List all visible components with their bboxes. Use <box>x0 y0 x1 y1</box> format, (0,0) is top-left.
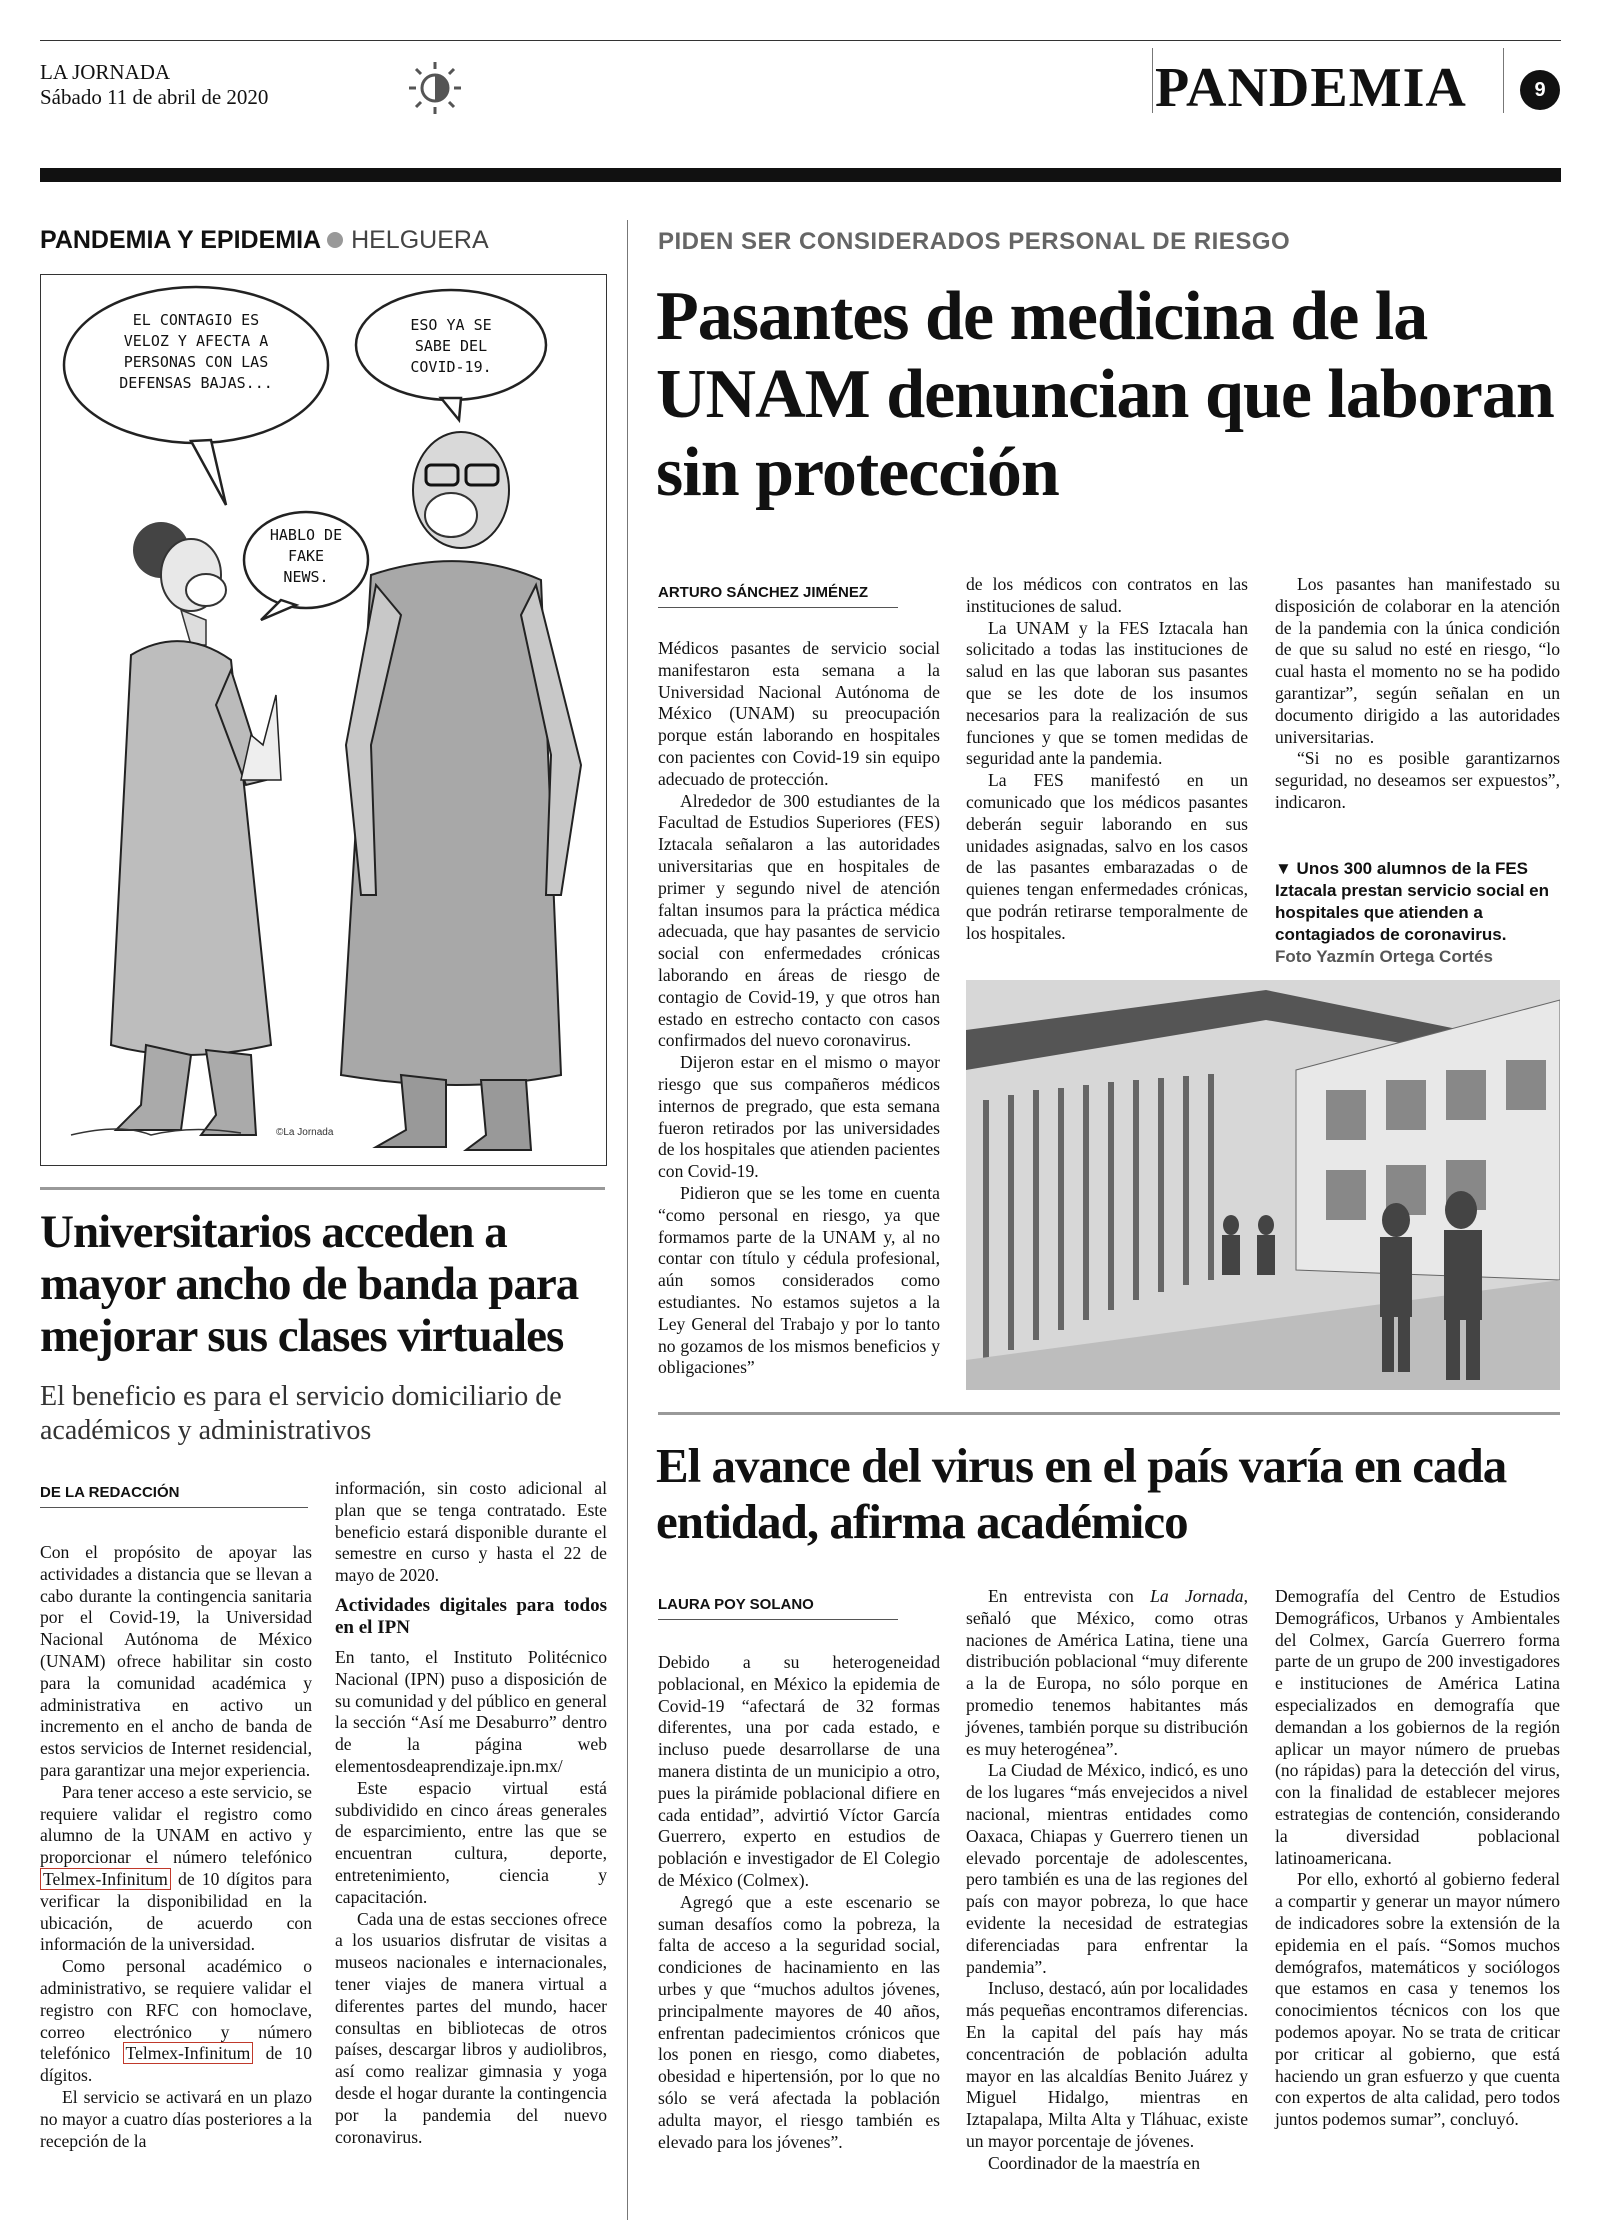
header-separator-2 <box>1503 48 1504 113</box>
cartoon-frame <box>40 274 607 1166</box>
photo-caption <box>1275 858 1560 968</box>
story3-col2-p1-em: La Jornada <box>1150 1586 1244 1606</box>
story3-col3 <box>1275 1586 1560 2131</box>
sun-logo-icon <box>405 58 465 118</box>
story2-rule <box>40 1187 605 1190</box>
story2-col1-p1: Con el propósito de apoyar las actividades a distancia que se llevan a cabo durante la contingencia sanitaria por el Covid-19, la Universidad Nacional Autónoma de México (UNAM) ofrece habilitar sin costo para la comunidad académica y administrativa en activo un incremento en el ancho de banda de estos servicios de Internet residencial, para garantizar una mejor experiencia. <box>40 1542 312 1780</box>
page-number: 9 <box>1520 70 1560 110</box>
kicker-dot-icon <box>327 232 343 248</box>
story3-col2-p1 <box>966 1586 1248 1760</box>
cartoon-kicker-main: PANDEMIA Y EPIDEMIA <box>40 226 322 254</box>
story2-col2-p1: información, sin costo adicional al plan que se tenga contratado. Este beneficio estará disponible durante el semestre en curso y hasta el 22 de mayo de 2020. <box>335 1478 607 1586</box>
story3-headline: El avance del virus en el país varía en cada entidad, afirma académico <box>656 1438 1507 1549</box>
speech-bubble-1: EL CONTAGIO ES VELOZ Y AFECTA A PERSONAS CON LAS DEFENSAS BAJAS... <box>119 311 273 392</box>
story3-col2-p4: Coordinador de la maestría en <box>988 2152 1201 2173</box>
story3-col2-p2: La Ciudad de México, indicó, es uno de los lugares “más envejecidos a nivel nacional, mientras entidades como Oaxaca, Chiapas y Guerrero tienen un elevado porcentaje de adolescentes, pero también es una de las regiones del país con mayor pobreza, lo que hace evidente la necesidad de estrategias diferenciadas para enfrentar la pandemia”. <box>966 1760 1248 1977</box>
story1-col2-p2: La UNAM y la FES Iztacala han solicitado a todas las instituciones de salud en las que laboran sus pasantes que se les dote de los insumos necesarios para la realización de sus funciones y que se tomen medidas de seguridad ante la pandemia. <box>966 617 1248 769</box>
story2-col1-p2-b: de 10 dígitos para verificar la disponibilidad en la ubicación, de acuerdo con información de la universidad. <box>40 1868 312 1955</box>
story1-byline: ARTURO SÁNCHEZ JIMÉNEZ <box>658 584 898 608</box>
story3-col2-p3: Incluso, destacó, aún por localidades más pequeñas encontramos diferencias. En la capital del país hay más concentración de población adulta mayor en las alcaldías Benito Juárez y Miguel Hidalgo, mientras en Iztapalapa, Milta Alta y Tláhuac, existe un mayor porcentaje de jóvenes. <box>966 1978 1248 2151</box>
story3-byline: LAURA POY SOLANO <box>658 1596 898 1620</box>
cartoon-watermark: ©La Jornada <box>276 1127 334 1138</box>
photo-illustration <box>966 980 1560 1390</box>
story2-subhead: El beneficio es para el servicio domiciliario de académicos y administrativos <box>40 1381 562 1446</box>
story1-col2 <box>966 574 1248 945</box>
story3-rule <box>658 1412 1560 1415</box>
story2-col1-p2 <box>40 1782 312 1956</box>
photo-caption-text: ▼ Unos 300 alumnos de la FES Iztacala prestan servicio social en hospitales que atienden a contagiados de coronavirus. <box>1275 859 1550 944</box>
masthead-info <box>40 60 268 110</box>
speech-bubble-3: HABLO DE FAKE NEWS. <box>269 526 343 586</box>
story3-col2-p1-b: , señaló que México, como otras naciones de América Latina, tiene una distribución poblacional “muy diferente a la de Europa, no sólo porque en promedio tenemos habitantes más jóvenes, también porque su distribución es muy heterogénea”. <box>966 1586 1248 1759</box>
story3-col3-p1: Demografía del Centro de Estudios Demográficos, Urbanos y Ambientales del Colmex, García Guerrero forma parte de un grupo de 200 investigadores e instituciones de América Latina especializados en demografía que demandan a los gobiernos de la región aplicar un mayor número de pruebas (no rápidas) para la detección del virus, con la finalidad de establecer mejores estrategias de contención, considerando la diversidad poblacional latinoamericana. <box>1275 1586 1560 1868</box>
story3-col1-p1: Debido a su heterogeneidad poblacional, en México la epidemia de Covid-19 “afectará de 32 formas diferentes, una por cada estado, e incluso puede desarrollarse de una manera distinta de un municipio a otro, pues la pirámide poblacional difiere en cada entidad”, advirtió Víctor García Guerrero, experto en estudios de población e investigador de El Colegio de México (Colmex). <box>658 1652 940 1890</box>
story2-col1-p3-b: de 10 dígitos. <box>40 2043 312 2086</box>
story1-col1-p4: Pidieron que se les tome en cuenta “como personal en riesgo, ya que formamos parte de la UNAM y, al no contar con título y cédula profesional, aún somos considerados como estudiantes. No estamos sujetos a la Ley General del Trabajo y por lo tanto no gozamos de los mismos beneficios y obligaciones” <box>658 1182 940 1378</box>
story1-col3-p1: Los pasantes han manifestado su disposición de colaborar en la atención de la pandemia con la única condición de que su salud no esté en riesgo, “lo cual hasta el momento no se ha podido garantizar”, según señalan en un documento dirigido a las autoridades universitarias. <box>1275 574 1560 747</box>
header-separator <box>1152 48 1153 113</box>
story1-col1-p1: Médicos pasantes de servicio social manifestaron esta semana a la Universidad Nacional Autónoma de México (UNAM) su preocupación porque están laborando en hospitales con pacientes con Covid-19 sin equipo adecuado de protección. <box>658 638 940 789</box>
photo-credit: Foto Yazmín Ortega Cortés <box>1275 947 1493 966</box>
story2-col1-p2-a: Para tener acceso a este servicio, se requiere validar el registro como alumno de la UNAM en activo y proporcionar el número telefónico <box>40 1781 312 1868</box>
story3-col2 <box>966 1586 1248 2175</box>
story1-col3-p2: “Si no es posible garantizarnos seguridad, no deseamos ser expuestos”, indicaron. <box>1275 748 1560 812</box>
story1-col1 <box>658 638 940 1379</box>
story1-col1-p3: Dijeron estar en el mismo o mayor riesgo que sus compañeros médicos internos de pregrado, que esta semana fueron retirados por las universidades de los hospitales que atienden pacientes con Covid-19. <box>658 1052 940 1182</box>
story2-headline: Universitarios acceden a mayor ancho de banda para mejorar sus clases virtuales <box>40 1206 579 1362</box>
story2-col1-p4: El servicio se activará en un plazo no mayor a cuatro días posteriores a la recepción de la <box>40 2086 312 2151</box>
story2-col1-p3 <box>40 1956 312 2087</box>
story2-col2-p2: En tanto, el Instituto Politécnico Nacional (IPN) puso a disposición de su comunidad y del público en general la sección “Así me Desaburro” dentro de la página web elementosdeaprendizaje.ipn.mx/ <box>335 1646 607 1776</box>
telmex-highlight-1: Telmex-Infinitum <box>40 1868 171 1890</box>
paper-name: LA JORNADA <box>40 60 171 84</box>
column-separator <box>627 220 628 2220</box>
speech-bubble-2: ESO YA SE SABE DEL COVID-19. <box>410 316 492 376</box>
story2-col1-p3-a: Como personal académico o administrativo, se requiere validar el registro con RFC con homoclave, correo electrónico y número telefónico <box>40 1956 312 2064</box>
story1-col2-p1: de los médicos con contratos en las instituciones de salud. <box>966 574 1248 616</box>
header-bar <box>40 168 1561 182</box>
news-photo <box>966 980 1560 1390</box>
story2-col1 <box>40 1542 312 2152</box>
story2-byline: DE LA REDACCIÓN <box>40 1484 308 1508</box>
story3-col2-p1-a: En entrevista con <box>988 1586 1151 1606</box>
header-top-rule <box>40 40 1561 41</box>
story1-col1-p2: Alrededor de 300 estudiantes de la Facultad de Estudios Superiores (FES) Iztacala señalaron a las autoridades universitarias que en hospitales de primer y segundo nivel de atención faltan insumos para la práctica médica adecuada, que hay pasantes de servicio social con enfermedades crónicas laborando en áreas de riesgo de contagio de Covid-19, y que otros han estado en estrecho contacto con casos confirmados del nuevo coronavirus. <box>658 790 940 1051</box>
issue-date: Sábado 11 de abril de 2020 <box>40 85 269 109</box>
story2-subheading: Actividades digitales para todos en el IPN <box>335 1594 607 1638</box>
story2-col2-p4: Cada una de estas secciones ofrece a los usuarios disfrutar de visitas a museos nacionales e internacionales, tener viajes de manera virtual a diferentes partes del mundo, hacer consultas en bibliotecas de otros países, descargar libros y audiolibros, así como realizar gimnasia y yoga desde el hogar durante la contingencia por la pandemia del nuevo coronavirus. <box>335 1908 607 2147</box>
story3-col3-p2: Por ello, exhortó al gobierno federal a compartir y generar un mayor número de indicadores sobre la extensión de la epidemia en el país. “Somos muchos demógrafos, matemáticos y sociólogos que estamos en casa y tenemos los conocimientos técnicos con los que podemos apoyar. No se trata de criticar por criticar al gobierno, que está haciendo un gran esfuerzo y que cuenta con expertos de alta calidad, pero todos juntos podemos sumar”, concluyó. <box>1275 1869 1560 2130</box>
story1-headline: Pasantes de medicina de la UNAM denuncian que laboran sin protección <box>656 278 1554 511</box>
cartoon-author: HELGUERA <box>351 226 489 254</box>
story1-col3 <box>1275 574 1560 814</box>
cartoon-illustration <box>41 275 606 1165</box>
story1-kicker: PIDEN SER CONSIDERADOS PERSONAL DE RIESGO <box>658 228 1291 255</box>
story3-col1-p2: Agregó que a este escenario se suman desafíos como la pobreza, la falta de acceso a la seguridad social, condiciones de hacinamiento en las urbes y que “muchos adultos jóvenes, principalmente mayores de 40 años, enfrentan padecimientos crónicos que los ponen en riesgo, como diabetes, obesidad e hipertensión, por lo que no sólo se verá afectada la población adulta mayor, el riesgo también es elevado para los jóvenes”. <box>658 1891 940 2152</box>
story2-col2-p3: Este espacio virtual está subdividido en cinco áreas generales de esparcimiento, entre las que se encuentran cultura, deporte, entretenimiento, ciencia y capacitación. <box>335 1777 607 1907</box>
story2-col2 <box>335 1478 607 2148</box>
story3-col1 <box>658 1652 940 2153</box>
section-title: PANDEMIA <box>1155 57 1467 119</box>
story1-col2-p3: La FES manifestó en un comunicado que los médicos pasantes deberán seguir laborando en sus unidades asignadas, salvo en los casos de las pasantes embarazadas o de quienes tengan enfermedades crónicas, que podrán retirarse temporalmente de los hospitales. <box>966 770 1248 943</box>
cartoon-kicker <box>40 226 489 255</box>
telmex-highlight-2: Telmex-Infinitum <box>123 2042 254 2064</box>
